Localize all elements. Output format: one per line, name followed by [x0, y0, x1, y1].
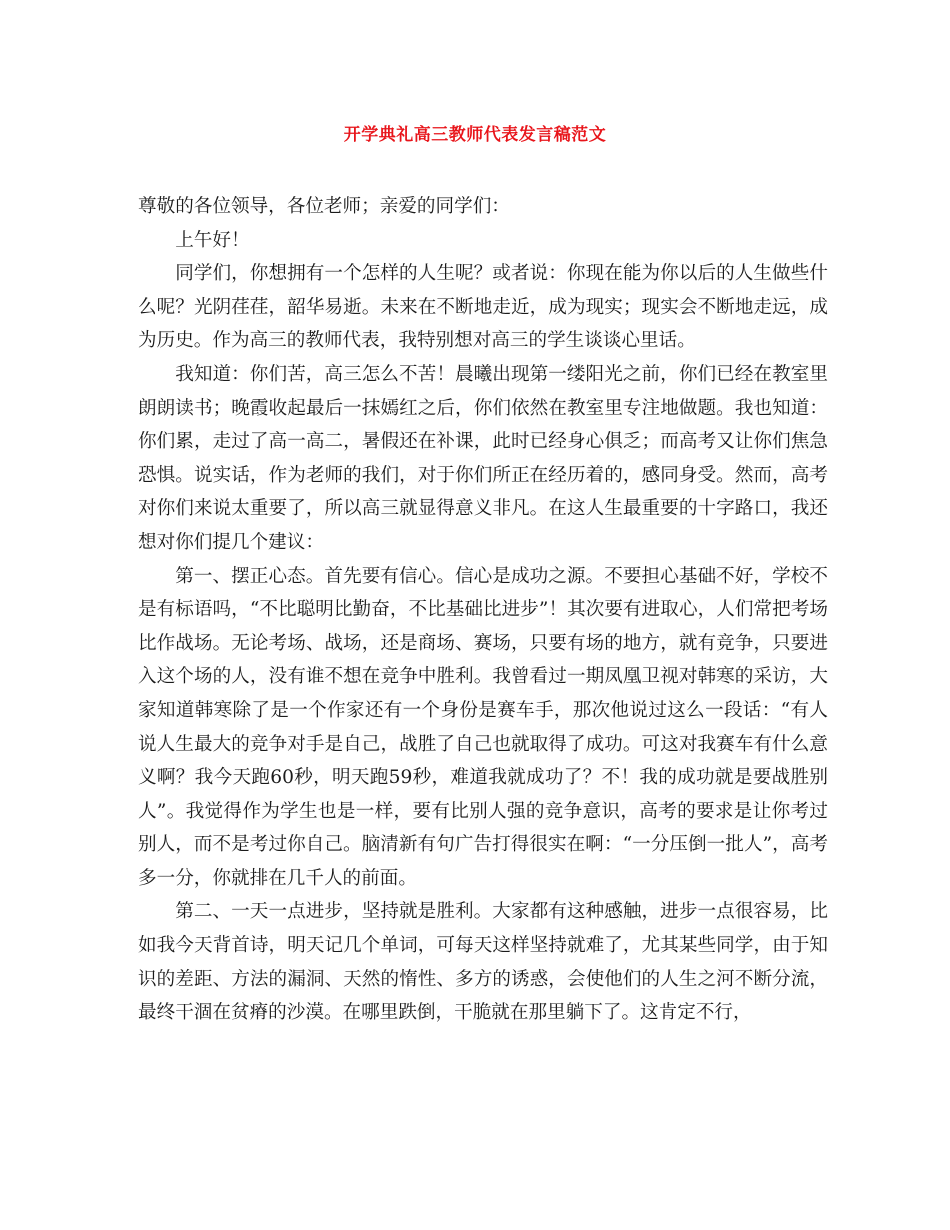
salutation-paragraph: 尊敬的各位领导，各位老师；亲爱的同学们： [138, 196, 510, 217]
document-body [138, 190, 828, 1030]
body-paragraph: 同学们，你想拥有一个怎样的人生呢？或者说：你现在能为你以后的人生做些什么呢？光阴荏荏，韶华易逝。未来在不断地走近，成为现实；现实会不断地走远，成为历史。作为高三的教师代表，我特别想对高三的学生谈谈心里话。 [138, 263, 828, 352]
body-paragraph: 第一、摆正心态。首先要有信心。信心是成功之源。不要担心基础不好，学校不是有标语吗，“不比聪明比勤奋，不比基础比进步”！其次要有进取心，人们常把考场比作战场。无论考场、战场，还是商场、赛场，只要有场的地方，就有竞争，只要进入这个场的人，没有谁不想在竞争中胜利。我曾看过一期凤凰卫视对韩寒的采访，大家知道韩寒除了是一个作家还有一个身份是赛车手，那次他说过这么一段话：“有人说人生最大的竞争对手是自己，战胜了自己也就取得了成功。可这对我赛车有什么意义啊？我今天跑60秒，明天跑59秒，难道我就成功了？不！我的成功就是要战胜别人”。我觉得作为学生也是一样，要有比别人强的竞争意识，高考的要求是让你考过别人，而不是考过你自己。脑清新有句广告打得很实在啊：“一分压倒一批人”，高考多一分，你就排在几千人的前面。 [138, 565, 828, 889]
document-title: 开学典礼高三教师代表发言稿范文 [343, 125, 607, 145]
greeting-paragraph: 上午好！ [175, 229, 250, 251]
body-paragraph: 第二、一天一点进步，坚持就是胜利。大家都有这种感触，进步一点很容易，比如我今天背首诗，明天记几个单词，可每天这样坚持就难了，尤其某些同学，由于知识的差距、方法的漏洞、天然的惰性、多方的诱惑，会使他们的人生之河不断分流，最终干涸在贫瘠的沙漠。在哪里跌倒，干脆就在那里躺下了。这肯定不行， [138, 901, 828, 1024]
body-paragraph: 我知道：你们苦，高三怎么不苦！晨曦出现第一缕阳光之前，你们已经在教室里朗朗读书；晚霞收起最后一抹嫣红之后，你们依然在教室里专注地做题。我也知道：你们累，走过了高一高二，暑假还在补课，此时已经身心俱乏；而高考又让你们焦急恐惧。说实话，作为老师的我们，对于你们所正在经历着的，感同身受。然而，高考对你们来说太重要了，所以高三就显得意义非凡。在这人生最重要的十字路口，我还想对你们提几个建议： [138, 363, 828, 553]
